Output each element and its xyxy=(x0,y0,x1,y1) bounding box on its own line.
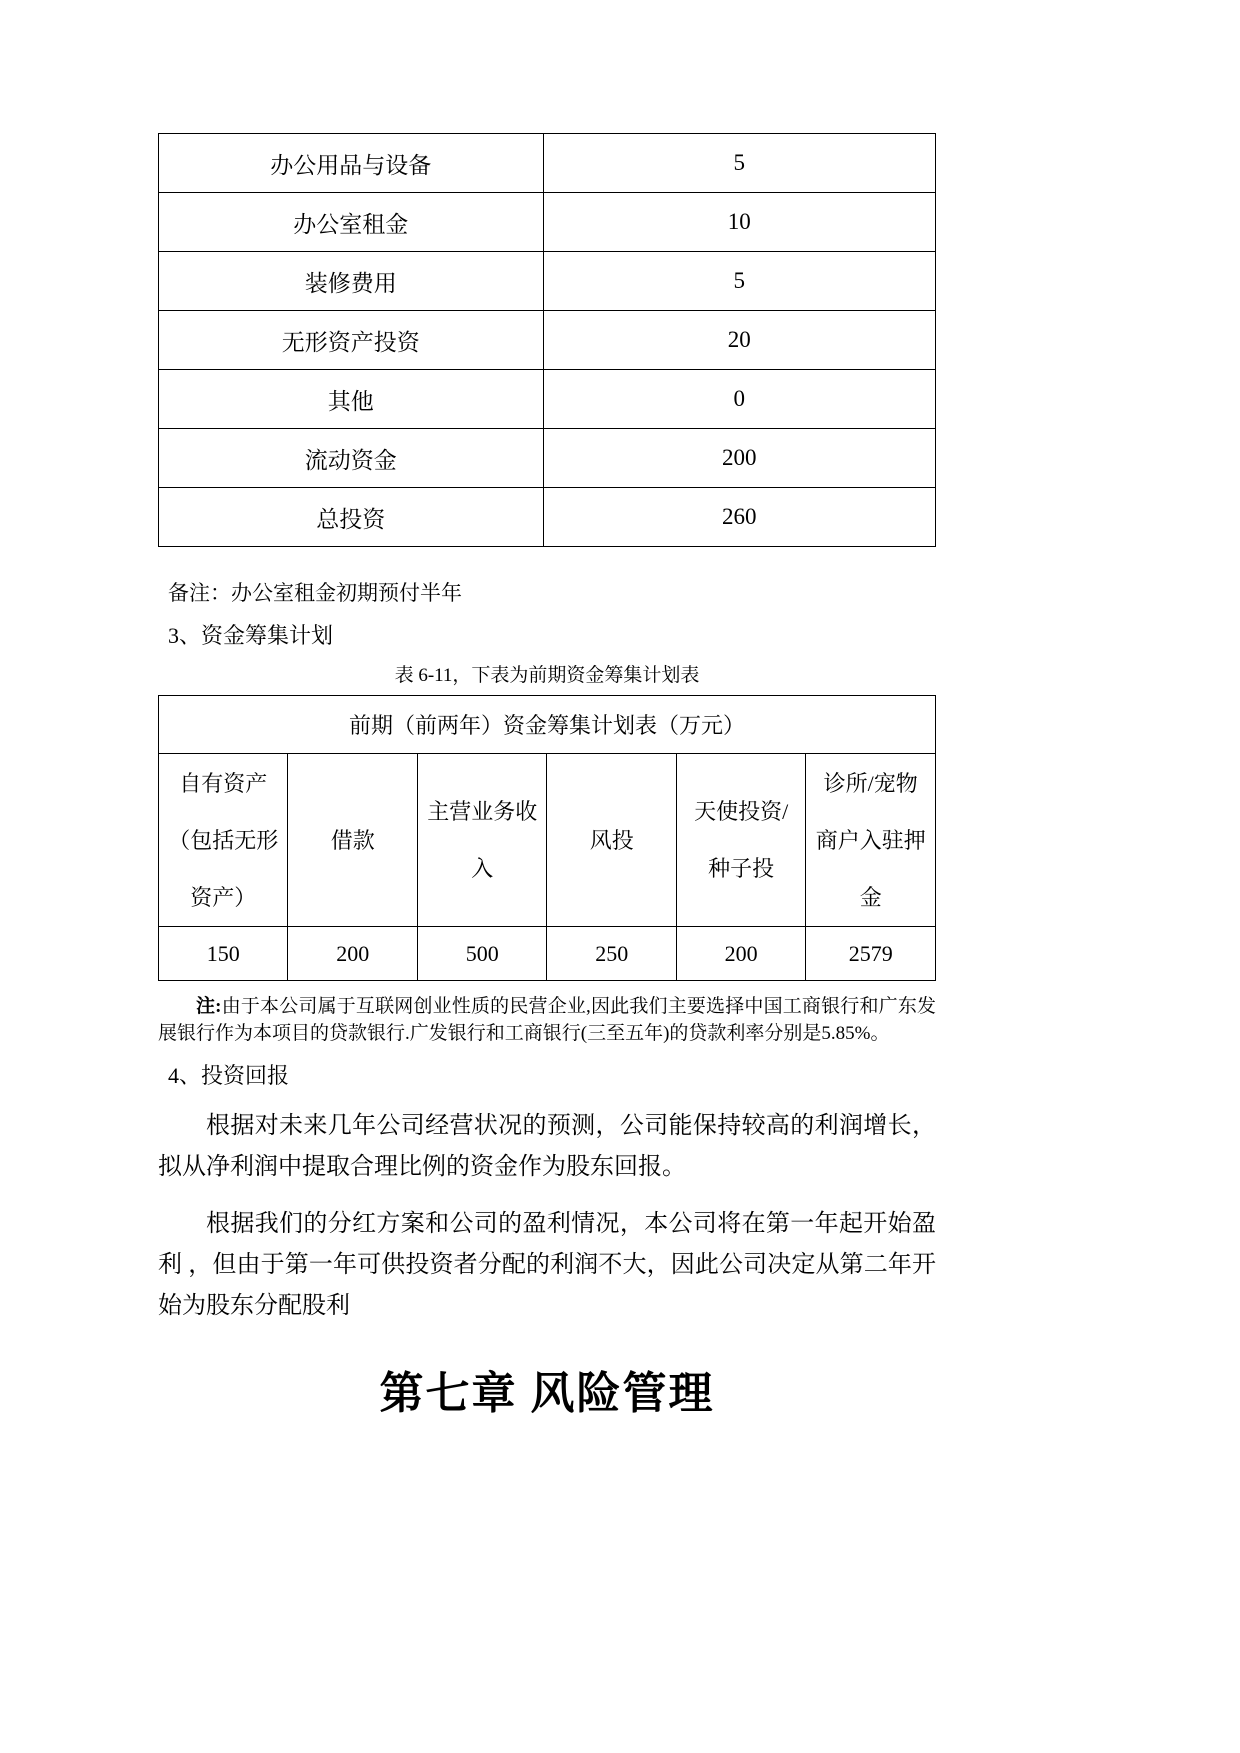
funding-value-cell: 150 xyxy=(159,927,288,981)
funding-table-caption: 表 6-11，下表为前期资金筹集计划表 xyxy=(394,665,700,686)
expense-value-cell: 200 xyxy=(543,429,935,488)
expense-value-cell: 260 xyxy=(543,488,935,547)
expense-value-cell: 20 xyxy=(543,311,935,370)
funding-header-cell: 风投 xyxy=(547,754,676,927)
body-paragraph: 根据我们的分红方案和公司的盈利情况，本公司将在第一年起开始盈利 ，但由于第一年可供投资者分配的利润不大，因此公司决定从第二年开始为股东分配股利 xyxy=(158,1211,936,1319)
funding-value-cell: 250 xyxy=(547,927,676,981)
funding-header-cell: 主营业务收入 xyxy=(417,754,546,927)
expense-label-cell: 流动资金 xyxy=(159,429,544,488)
bank-note-label: 注: xyxy=(196,996,222,1017)
table-row xyxy=(159,311,936,370)
funding-value-cell: 2579 xyxy=(806,927,936,981)
section-4-title: 4、投资回报 xyxy=(168,1063,290,1088)
expense-label-cell: 其他 xyxy=(159,370,544,429)
funding-header-cell: 自有资产（包括无形资产） xyxy=(159,754,288,927)
bank-note-text: 由于本公司属于互联网创业性质的民营企业,因此我们主要选择中国工商银行和广东发展银行作为本项目的贷款银行.广发银行和工商银行(三至五年)的贷款利率分别是5.85%。 xyxy=(158,996,936,1044)
investment-table xyxy=(158,133,936,547)
expense-label-cell: 无形资产投资 xyxy=(159,311,544,370)
table-row xyxy=(159,193,936,252)
funding-table-title-row xyxy=(159,696,936,754)
section-3-title: 3、资金筹集计划 xyxy=(168,623,334,648)
table-row xyxy=(159,252,936,311)
table-row xyxy=(159,429,936,488)
expense-value-cell: 10 xyxy=(543,193,935,252)
expense-label-cell: 办公室租金 xyxy=(159,193,544,252)
table-row xyxy=(159,134,936,193)
funding-header-cell: 借款 xyxy=(288,754,417,927)
funding-value-cell: 500 xyxy=(417,927,546,981)
funding-value-cell: 200 xyxy=(676,927,805,981)
funding-table-header-row xyxy=(159,754,936,927)
expense-value-cell: 0 xyxy=(543,370,935,429)
body-paragraph: 根据对未来几年公司经营状况的预测，公司能保持较高的利润增长，拟从净利润中提取合理比例的资金作为股东回报。 xyxy=(158,1113,936,1180)
chapter-heading: 第七章 风险管理 xyxy=(379,1369,715,1418)
expense-label-cell: 办公用品与设备 xyxy=(159,134,544,193)
funding-table-value-row xyxy=(159,927,936,981)
funding-header-cell: 天使投资/种子投 xyxy=(676,754,805,927)
table-row xyxy=(159,488,936,547)
expense-label-cell: 总投资 xyxy=(159,488,544,547)
expense-value-cell: 5 xyxy=(543,134,935,193)
table-row xyxy=(159,370,936,429)
funding-table-title: 前期（前两年）资金筹集计划表（万元） xyxy=(159,696,936,754)
expense-label-cell: 装修费用 xyxy=(159,252,544,311)
bank-note xyxy=(158,993,936,1047)
funding-value-cell: 200 xyxy=(288,927,417,981)
remark-text: 备注：办公室租金初期预付半年 xyxy=(168,581,462,605)
funding-table xyxy=(158,695,936,981)
expense-value-cell: 5 xyxy=(543,252,935,311)
document-content xyxy=(158,0,936,1421)
funding-header-cell: 诊所/宠物商户入驻押金 xyxy=(806,754,936,927)
